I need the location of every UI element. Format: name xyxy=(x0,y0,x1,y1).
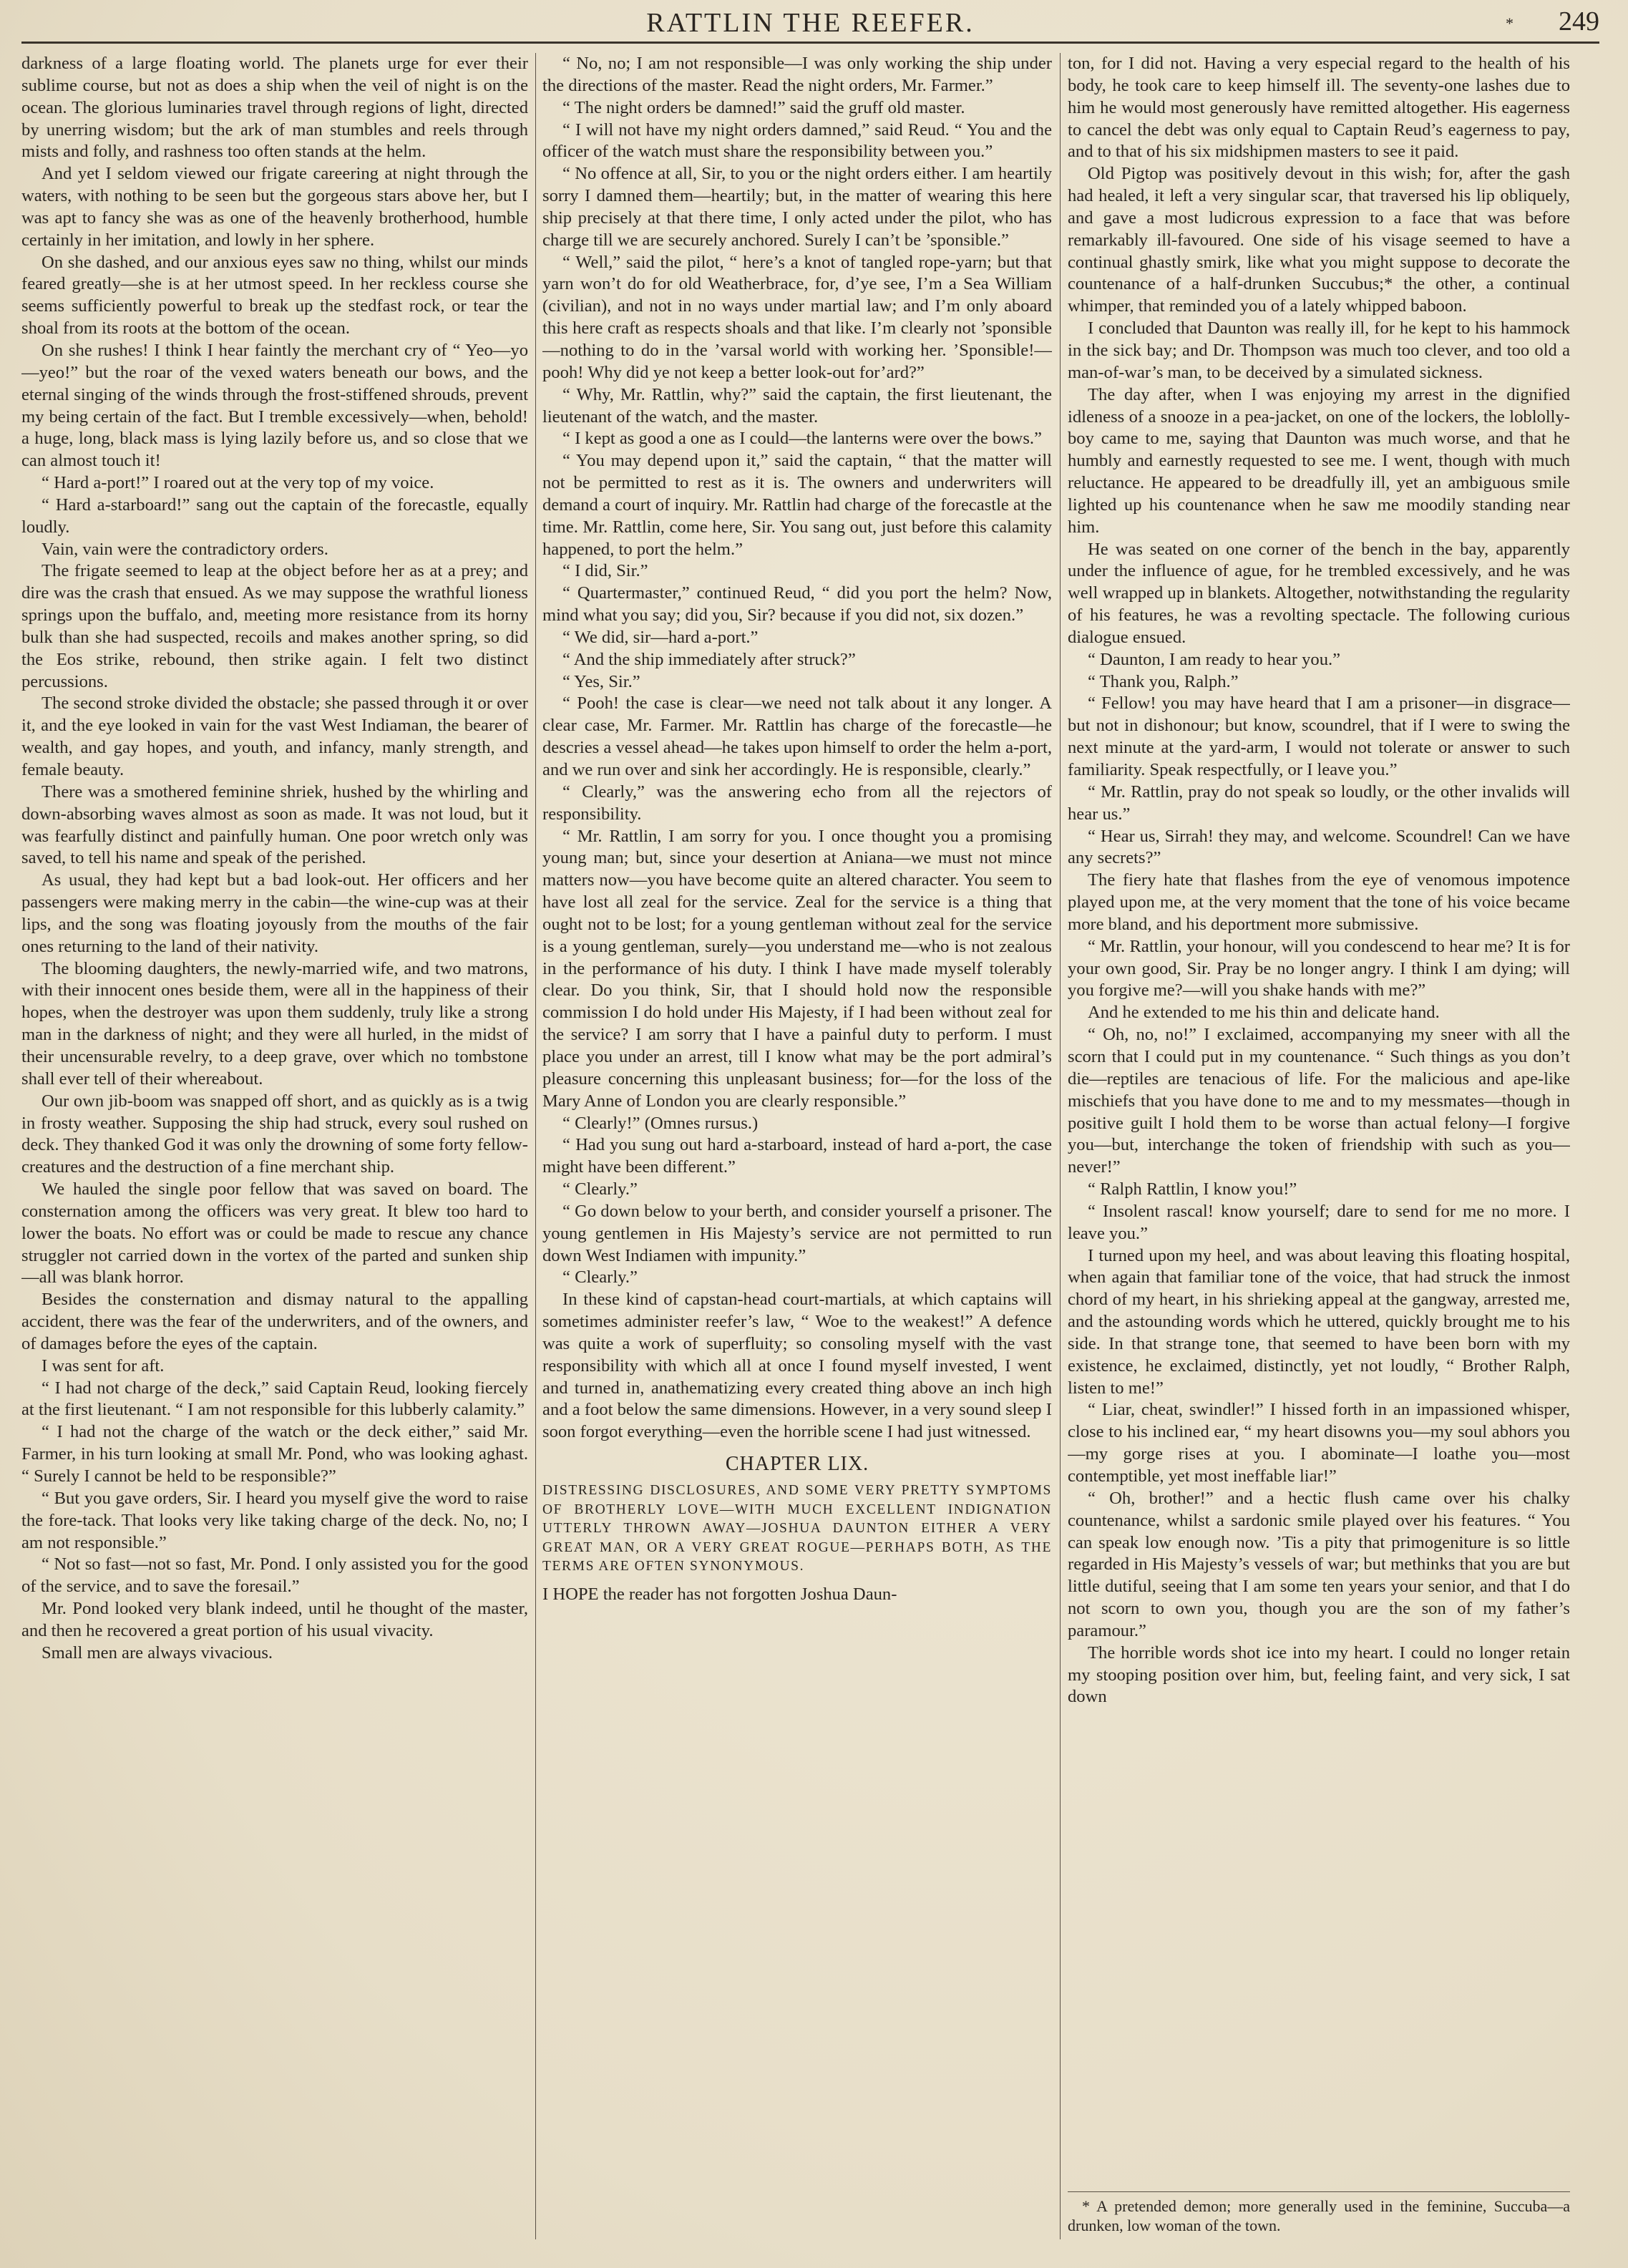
chapter-opening: I HOPE the reader has not forgotten Joshua Daun- xyxy=(542,1584,897,1604)
paragraph: “ I had not charge of the deck,” said Captain Reud, looking fiercely at the first lieutenant. “ I am not responsible for this lubberly calamity.” xyxy=(21,1378,528,1420)
paragraph: On she rushes! I think I hear faintly the merchant cry of “ Yeo—yo—yeo!” but the roar of the vexed waters beneath our bows, and the eternal singing of the winds through the frost-stiffened shrouds, prevent my being certain of the fact. But I tremble excessively—when, behold! a huge, long, black mass is lying lazily before us, and so close that we can almost touch it! xyxy=(21,340,528,471)
paragraph: “ I kept as good a one as I could—the lanterns were over the bows.” xyxy=(562,429,1042,449)
paragraph: “ Hear us, Sirrah! they may, and welcome. Scoundrel! Can we have any secrets?” xyxy=(1068,826,1570,868)
paragraph: “ Had you sung out hard a-starboard, instead of hard a-port, the case might have been different.” xyxy=(542,1135,1052,1177)
paragraph: “ We did, sir—hard a-port.” xyxy=(562,627,759,647)
chapter-summary: DISTRESSING DISCLOSURES, AND SOME VERY PRETTY SYMPTOMS OF BROTHERLY LOVE—WITH MUCH EXCELLENT INDIGNATION UTTERLY THROWN AWAY—JOSHUA DAUNTON EITHER A VERY GREAT MAN, OR A VERY GREAT ROGUE—PERHAPS BOTH, AS THE TERMS ARE OFTEN SYNONYMOUS. xyxy=(542,1483,1052,1574)
paragraph: I was sent for aft. xyxy=(42,1356,165,1376)
paragraph: “ Oh, brother!” and a hectic flush came over his chalky countenance, whilst a sardonic smile played over his features. “ You can speak low enough now. ’Tis a pity that primogeniture is so little regarded in His Majesty’s vessels of war; but methinks that you are but little dutiful, seeing that I am some ten years your senior, and that I do not scorn to own you, though you are the son of my father’s paramour.” xyxy=(1068,1488,1570,1640)
paragraph: “ And the ship immediately after struck?” xyxy=(562,649,856,669)
paragraph: “ Mr. Rattlin, pray do not speak so loudly, or the other invalids will hear us.” xyxy=(1068,782,1570,824)
paragraph: “ Oh, no, no!” I exclaimed, accompanying my sneer with all the scorn that I could put in my countenance. “ Such things as you don’t die—reptiles are tenacious of life. For the malicious and ape-like mischiefs that you have done to me and to my messmates—though in positive guilt I hold them to be worse than actual felony—I forgive you—but, interchange the token of friendship with such as you—never!” xyxy=(1068,1025,1570,1177)
paragraph: We hauled the single poor fellow that was saved on board. The consternation among the officers was very great. It blew too hard to lower the boats. No effort was or could be made to rescue any chance struggler not carried down in the vortex of the parted and sunken ship—all was blank horror. xyxy=(21,1179,528,1288)
paragraph: He was seated on one corner of the bench in the bay, apparently under the influence of ague, for he trembled excessively, and he was well wrapped up in blankets. Altogether, notwithstanding the regularity of his features, he was a revolting spectacle. The following curious dialogue ensued. xyxy=(1068,539,1570,647)
paragraph: “ But you gave orders, Sir. I heard you myself give the word to raise the fore-tack. That looks very like taking charge of the deck. No, no; I am not responsible.” xyxy=(21,1488,528,1552)
paragraph: The blooming daughters, the newly-married wife, and two matrons, with their innocent ones beside them, were all in the happiness of their hopes, when the destroyer was upon them suddenly, truly like a strong man in the darkness of night; and they were all hurled, in the midst of their uncensurable revelry, to a deep grave, over which no tombstone shall ever tell of their whereabout. xyxy=(21,958,528,1089)
paragraph: “ Well,” said the pilot, “ here’s a knot of tangled rope-yarn; but that yarn won’t do for old Weatherbrace, for, d’ye see, I’m a Sea William (civilian), and not in no ways under martial law; and I’m only aboard this here craft as respects shoals and that like. I’m clearly not ’sponsible—nothing to do in the ’varsal world with working her. ’Sponsible!—pooh! Why did ye not keep a better look-out for’ard?” xyxy=(542,252,1052,382)
paragraph: “ You may depend upon it,” said the captain, “ that the matter will not be permitted to rest as it is. The owners and underwriters will demand a court of inquiry. Mr. Rattlin had charge of the forecastle at the time. Mr. Rattlin, come here, Sir. You sang out, just before this calamity happened, to port the helm.” xyxy=(542,451,1052,559)
paragraph: “ I did, Sir.” xyxy=(562,561,648,581)
header-asterisk: * xyxy=(1506,14,1514,32)
paragraph: “ I had not the charge of the watch or the deck either,” said Mr. Farmer, in his turn looking at small Mr. Pond, who was looking aghast. “ Surely I cannot be held to be responsible?” xyxy=(21,1422,528,1486)
column-rule-1 xyxy=(535,53,536,2239)
column-rule-2 xyxy=(1060,53,1061,2239)
paragraph: The fiery hate that flashes from the eye of venomous impotence played upon me, at the very moment that the tone of his voice became more bland, and his deportment more submissive. xyxy=(1068,870,1570,934)
paragraph: “ The night orders be damned!” said the gruff old master. xyxy=(562,97,965,117)
text-column-1 xyxy=(21,53,528,2232)
chapter-heading: CHAPTER LIX. xyxy=(725,1453,869,1476)
text-column-2 xyxy=(542,53,1052,2232)
paragraph: Vain, vain were the contradictory orders. xyxy=(42,539,328,559)
paragraph: “ Insolent rascal! know yourself; dare to send for me no more. I leave you.” xyxy=(1068,1201,1570,1243)
paragraph: Old Pigtop was positively devout in this wish; for, after the gash had healed, it left a very singular scar, that traversed his lip obliquely, and gave a most ludicrous expression to a face that was before remarkably ill-favoured. One side of his visage seemed to have a continual ghastly smirk, like what you might suppose to decorate the countenance of a half-drunken Succubus;* the other, a continual whimper, that reminded you of a lately whipped baboon. xyxy=(1068,164,1570,316)
footnote-text: * A pretended demon; more generally used in the feminine, Succuba—a drunken, low woman of the town. xyxy=(1068,2197,1570,2234)
paragraph: In these kind of capstan-head court-martials, at which captains will sometimes administer reefer’s law, “ Woe to the weakest!” A defence was quite a work of superfluity; so consoling myself with the vast responsibility with which all at once I found myself invested, I went and turned in, anathematizing every created thing above an inch high and a foot below the same dimensions. However, in a very sound sleep I soon forgot everything—even the horrible scene I had just witnessed. xyxy=(542,1290,1052,1442)
paragraph: darkness of a large floating world. The planets urge for ever their sublime course, but not as does a ship when the veil of night is on the ocean. The glorious luminaries travel through regions of light, directed by unerring wisdom; but the ark of man stumbles and reels through mists and folly, and rashness too often stands at the helm. xyxy=(21,54,528,162)
paragraph: “ Pooh! the case is clear—we need not talk about it any longer. A clear case, Mr. Farmer. Mr. Rattlin has charge of the forecastle—he descries a vessel ahead—he takes upon himself to order the helm a-port, and we run over and sink her accordingly. He is responsible, clearly.” xyxy=(542,693,1052,779)
paragraph: “ Why, Mr. Rattlin, why?” said the captain, the first lieutenant, the lieutenant of the watch, and the master. xyxy=(542,384,1052,427)
paragraph: Small men are always vivacious. xyxy=(42,1642,273,1663)
paragraph: “ Quartermaster,” continued Reud, “ did you port the helm? Now, mind what you say; did you, Sir? because if you did not, six dozen.” xyxy=(542,583,1052,626)
paragraph: And yet I seldom viewed our frigate careering at night through the waters, with nothing to be seen but the gorgeous stars above her, but I was apt to fancy she was as one of the heavenly brotherhood, humble certainly in her imitation, and lowly in her sphere. xyxy=(21,164,528,250)
paragraph: Mr. Pond looked very blank indeed, until he thought of the master, and then he recovered a great portion of his usual vivacity. xyxy=(21,1599,528,1640)
paragraph: The horrible words shot ice into my heart. I could no longer retain my stooping position over him, but, feeling faint, and very sick, I sat down xyxy=(1068,1642,1570,1707)
paragraph: “ Clearly,” was the answering echo from all the rejectors of responsibility. xyxy=(542,782,1052,824)
running-title: RATTLIN THE REEFER. xyxy=(646,8,975,38)
paragraph: On she dashed, and our anxious eyes saw no thing, whilst our minds feared greatly—she is at her utmost speed. In her reckless course she seems sufficiently powerful to break up the stedfast rock, or tear the shoal from its roots at the bottom of the ocean. xyxy=(21,252,528,339)
paragraph: “ Hard a-port!” I roared out at the very top of my voice. xyxy=(42,473,434,493)
paragraph: ton, for I did not. Having a very especial regard to the health of his body, he took care to keep himself ill. The seventy-one lashes due to him he would most generously have remitted altogether. His eagerness to cancel the debt was only equal to Captain Reud’s eagerness to pay, and to that of his six midshipmen masters to see it paid. xyxy=(1068,54,1570,162)
paragraph: “ Yes, Sir.” xyxy=(562,671,640,691)
paragraph: “ Hard a-starboard!” sang out the captain of the forecastle, equally loudly. xyxy=(21,495,528,537)
paragraph: Besides the consternation and dismay natural to the appalling accident, there was the fear of the underwriters, and of the owners, and of damages before the eyes of the captain. xyxy=(21,1290,528,1353)
paragraph: “ No, no; I am not responsible—I was only working the ship under the directions of the master. Read the night orders, Mr. Farmer.” xyxy=(542,54,1052,95)
paragraph: “ Fellow! you may have heard that I am a prisoner—in disgrace—but not in dishonour; but know, scoundrel, that if I were to swing the next minute at the yard-arm, I would not tolerate or answer to such familiarity. Speak respectfully, or I leave you.” xyxy=(1068,693,1570,779)
paragraph: “ Not so fast—not so fast, Mr. Pond. I only assisted you for the good of the service, and to save the foresail.” xyxy=(21,1554,528,1597)
paragraph: The day after, when I was enjoying my arrest in the dignified idleness of a snooze in a pea-jacket, on one of the lockers, the loblolly-boy came to me, saying that Daunton was much worse, and that he humbly and earnestly requested to see me. I went, though with much reluctance. He appeared to be dreadfully ill, yet an ambiguous smile lighted up his countenance when he saw me moodily standing near him. xyxy=(1068,384,1570,537)
paragraph: And he extended to me his thin and delicate hand. xyxy=(1088,1003,1440,1023)
paragraph: As usual, they had kept but a bad look-out. Her officers and her passengers were making merry in the cabin—the wine-cup was at their lips, and the song was floating joyously from the mouths of the fair ones returning to the land of their nativity. xyxy=(21,870,528,956)
paragraph: Our own jib-boom was snapped off short, and as quickly as is a twig in frosty weather. Supposing the ship had struck, every soul rushed on deck. They thanked God it was only the drowning of some forty fellow-creatures and the destruction of a fine merchant ship. xyxy=(21,1091,528,1177)
paragraph: “ Mr. Rattlin, I am sorry for you. I once thought you a promising young man; but, since your desertion at Aniana—we must not mince matters now—you have become quite an altered character. You seem to have lost all zeal for the service. Zeal for the service is a thing that ought not to be lost; for a young gentleman without zeal for the service is a young gentleman, surely—you understand me—who is not zealous in the performance of his duty. I think I have made myself tolerably clear. Do you think, Sir, that I should hold now the responsible commission I do hold under His Majesty, if I had been without zeal for the service? I am sorry that I have a painful duty to perform. I must place you under an arrest, till I know what may be the port admiral’s pleasure concerning this unpleasant business; for—for the loss of the Mary Anne of London you are clearly responsible.” xyxy=(542,826,1052,1111)
paragraph: “ Liar, cheat, swindler!” I hissed forth in an impassioned whisper, close to his inclined ear, “ my heart disowns you—my soul abhors you—my gorge rises at you. I abominate—I loathe you—most contemptible, yet most ineffable liar!” xyxy=(1068,1400,1570,1486)
page-number: 249 xyxy=(1559,6,1599,36)
paragraph: “ Ralph Rattlin, I know you!” xyxy=(1088,1179,1297,1199)
paragraph: “ I will not have my night orders damned,” said Reud. “ You and the officer of the watch must share the responsibility between you.” xyxy=(542,120,1052,162)
paragraph: “ Daunton, I am ready to hear you.” xyxy=(1088,649,1341,669)
paragraph: I turned upon my heel, and was about leaving this floating hospital, when again that familiar tone of the voice, that had struck the inmost chord of my heart, in his shrieking appeal at the gangway, arrested me, and the astounding words which he uttered, quickly brought me to his side. In that strange tone, that seemed to have been born with my existence, he exclaimed, distinctly, yet not loudly, “ Brother Ralph, listen to me!” xyxy=(1068,1245,1570,1398)
paragraph: “ No offence at all, Sir, to you or the night orders either. I am heartily sorry I damned them—heartily; but, in the matter of wearing this here ship precisely at that there time, I only acted under the pilot, who has charge till we are securely anchored. Surely I can’t be ’sponsible.” xyxy=(542,164,1052,250)
running-header xyxy=(21,4,1599,44)
paragraph: “ Clearly!” (Omnes rursus.) xyxy=(562,1113,759,1133)
footnote xyxy=(1068,2191,1570,2235)
paragraph: I concluded that Daunton was really ill, for he kept to his hammock in the sick bay; and Dr. Thompson was much too clever, and too old a man-of-war’s man, to be deceived by a simulated sickness. xyxy=(1068,318,1570,382)
paragraph: “ Clearly.” xyxy=(562,1267,638,1288)
paragraph: “ Thank you, Ralph.” xyxy=(1088,671,1239,691)
text-column-3 xyxy=(1068,53,1570,2184)
paragraph: “ Mr. Rattlin, your honour, will you condescend to hear me? It is for your own good, Sir. Pray be no longer angry. I think I am dying; will you forgive me?—will you shake hands with me?” xyxy=(1068,936,1570,1001)
paragraph: The frigate seemed to leap at the object before her as at a prey; and dire was the crash that ensued. As we may suppose the wrathful lioness springs upon the buffalo, and, meeting more resistance from its horny bulk than she had suspected, recoils and makes another spring, so did the Eos strike, rebound, then strike again. I felt two distinct percussions. xyxy=(21,561,528,691)
paragraph: There was a smothered feminine shriek, hushed by the whirling and down-absorbing waves almost as soon as made. It was not loud, but it was fearfully distinct and painfully human. One poor wretch only was saved, to tell his name and speak of the perished. xyxy=(21,782,528,868)
paragraph: “ Clearly.” xyxy=(562,1179,638,1199)
paragraph: “ Go down below to your berth, and consider yourself a prisoner. The young gentlemen in His Majesty’s service are not permitted to run down West Indiamen with impunity.” xyxy=(542,1201,1052,1265)
paragraph: The second stroke divided the obstacle; she passed through it or over it, and the eye looked in vain for the vast West Indiaman, the bearer of wealth, and gay hopes, and youth, and infancy, manly strength, and female beauty. xyxy=(21,693,528,779)
